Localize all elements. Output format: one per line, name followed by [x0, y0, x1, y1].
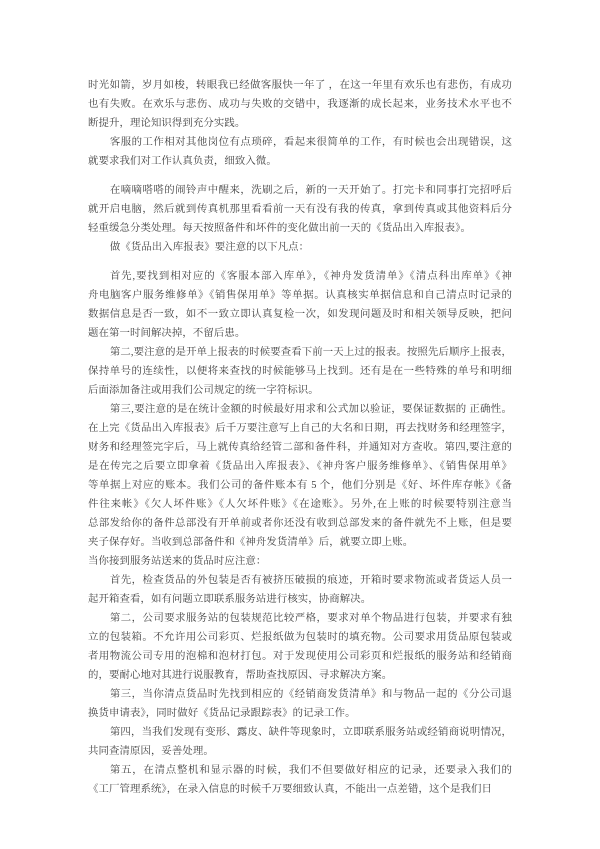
paragraph [88, 238, 512, 257]
text-line: 起开箱查看，如有问题立即联系服务站进行核实，协商解决。 [88, 594, 372, 605]
paragraph [88, 571, 512, 609]
text-line: 是在传完之后要立即拿着《货品出入库报表》、《神舟客户服务维修单》、《销售保用单》 [88, 461, 512, 472]
text-line: 者用物流公司专用的泡棉和泡材打包。对于发现使用公司彩页和烂报纸的服务站和经销商 [88, 651, 512, 662]
text-line: 第三，当你清点货品时先找到相应的《经销商发货清单》和与物品一起的《分公司退 [109, 689, 512, 700]
text-line: 共同查清原因，妥善处理。 [88, 746, 214, 757]
text-line: 第二,要注意的是开单上报表的时候要查看下前一天上过的报表。按照先后顺序上报表， [109, 347, 512, 358]
text-line: 的，要耐心地对其进行说服教育，帮助查找原因、寻求解决方案。 [88, 670, 393, 681]
paragraph [88, 267, 512, 343]
paragraph [88, 133, 512, 171]
text-line: 首先，检查货品的外包装是否有被挤压破损的痕迹，开箱时要求物流或者货运人员一 [109, 575, 512, 586]
text-line: 就要求我们对工作认真负责，细致入微。 [88, 156, 277, 167]
text-line: 《工厂管理系统》，在录入信息的时候千万要细致认真，不能出一点差错，这个是我们日 [88, 784, 492, 795]
text-line: 第三,要注意的是在统计金额的时候最好用求和公式加以验证，要保证数据的 正确性。 [109, 404, 512, 415]
text-line: 换货申请表》，同时做好《货品记录跟踪表》的记录工作。 [88, 708, 356, 719]
text-line: 数据信息是否一致，如不一致立即认真复检一次，如发现问题及时和相关领导反映，把问 [88, 309, 512, 320]
paragraph [88, 685, 512, 723]
paragraph [88, 609, 512, 685]
text-line: 第五，在清点整机和显示器的时候，我们不但要做好相应的记录，还要录入我们的 [109, 765, 512, 776]
text-line: 做《货品出入库报表》要注意的以下凡点： [109, 242, 310, 253]
text-line: 首先,要找到相对应的《客服本部入库单》，《神舟发货清单》《清点科出库单》《神 [109, 271, 512, 282]
text-line: 立的包装箱。不允许用公司彩页、烂报纸做为包装时的填充物。公司要求用货品原包装或 [88, 632, 512, 643]
document-body [88, 76, 512, 799]
text-line: 等单据上对应的账本。我们公司的备件账本有 5 个，他们分别是《好、坏件库存帐》《备 [88, 480, 512, 491]
paragraph [88, 181, 512, 238]
text-line: 题在第一时间解决掉，不留后患。 [88, 328, 246, 339]
text-line: 客服的工作相对其他岗位有点琐碎，看起来很简单的工作，有时候也会出现错误，这 [109, 137, 512, 148]
text-line: 轻重缓急分类处理。每天按照备件和坏件的变化做出前一天的《货品出入库报表》。 [88, 223, 471, 234]
paragraph [88, 761, 512, 799]
text-line: 财务和经理签完字后，马上就传真给经管二部和备件科，并通知对方查收。第四,要注意的 [88, 442, 512, 453]
text-line: 保持单号的连续性，以便将来查找的时候能够马上找到。还有是在一些特殊的单号和明细 [88, 366, 512, 377]
text-line: 在上完《货品出入库报表》后千万要注意写上自己的大名和日期，再去找财务和经理签字， [88, 423, 512, 434]
text-line: 在嘀嘀嗒嗒的闹铃声中醒来，洗刷之后，新的一天开始了。打完卡和同事打完招呼后 [109, 185, 512, 196]
text-line: 件往来帐》《欠人坏件账》《人欠坏件账》《在途账》。另外,在上账的时候要特别注意当 [88, 499, 512, 510]
text-line: 也有失败。在欢乐与悲伤、成功与失败的交错中，我逐渐的成长起来，业务技术水平也不 [88, 99, 512, 110]
text-line: 夹子保存好。当收到总部备件和《神舟发货清单》后，就要立即上账。 [88, 537, 414, 548]
text-line: 第二，公司要求服务站的包装规范比较严格，要求对单个物品进行包装，并要求有独 [109, 613, 512, 624]
paragraph [88, 400, 512, 552]
text-line: 总部发给你的备件总部没有开单前或者你还没有收到总部发来的备件就先不上账，但是要 [88, 518, 512, 529]
paragraph [88, 552, 512, 571]
text-line: 时光如箭，岁月如梭，转眼我已经做客服快一年了 ，在这一年里有欢乐也有悲伤，有成功 [88, 80, 512, 91]
text-line: 舟电脑客户服务维修单》《销售保用单》等单据。认真核实单据信息和自己清点时记录的 [88, 290, 512, 301]
paragraph [88, 76, 512, 133]
text-line: 断提升，理论知识得到充分实践。 [88, 118, 246, 129]
text-line: 第四，当我们发现有变形、露皮、缺件等现象时，立即联系服务站或经销商说明情况， [109, 727, 512, 738]
paragraph [88, 343, 512, 400]
text-line: 后面添加备注或用我们公司规定的统一字符标识。 [88, 385, 319, 396]
text-line: 就开启电脑，然后就到传真机那里看看前一天有没有我的传真，拿到传真或其他资料后分 [88, 204, 512, 215]
paragraph [88, 723, 512, 761]
text-line: 当你接到服务站送来的货品时应注意： [88, 556, 267, 567]
